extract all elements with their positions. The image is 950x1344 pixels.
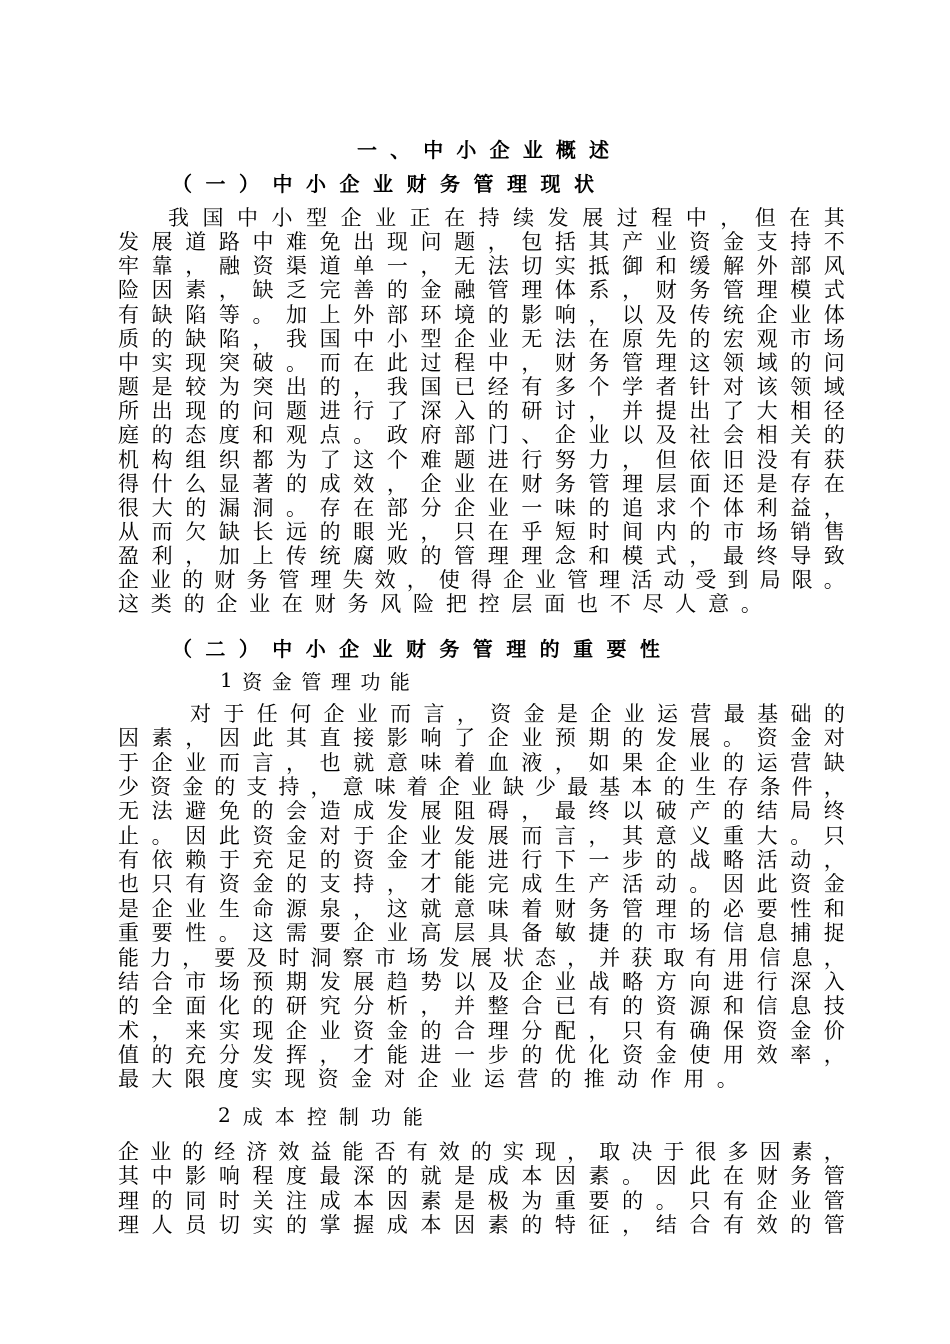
paragraph-2-line: 有 依 赖 于 充 足 的 资 金 才 能 进 行 下 一 步 的 战 略 活 动 ， — [118, 848, 845, 873]
paragraph-1-line: 质 的 缺 陷 ， 我 国 中 小 型 企 业 无 法 在 原 先 的 宏 观 市 场 — [118, 326, 845, 351]
paragraph-1-line: 机 构 组 织 都 为 了 这 个 难 题 进 行 努 力 ， 但 依 旧 没 有 获 — [118, 447, 845, 472]
paragraph-2-line: 最 大 限 度 实 现 资 金 对 企 业 运 营 的 推 动 作 用 。 — [118, 1067, 738, 1092]
paragraph-2-line: 值 的 充 分 发 挥 ， 才 能 进 一 步 的 优 化 资 金 使 用 效 率 ， — [118, 1042, 845, 1067]
paragraph-1-line: 题 是 较 为 突 出 的 ， 我 国 已 经 有 多 个 学 者 针 对 该 领 域 — [118, 375, 845, 400]
item-heading-2: 2 成 本 控 制 功 能 — [218, 1103, 423, 1129]
paragraph-2-line: 也 只 有 资 金 的 支 持 ， 才 能 完 成 生 产 活 动 。 因 此 资 金 — [118, 872, 845, 897]
paragraph-2-line: 术 ， 来 实 现 企 业 资 金 的 合 理 分 配 ， 只 有 确 保 资 金 价 — [118, 1018, 845, 1043]
paragraph-2-line: 于 企 业 而 言 ， 也 就 意 味 着 血 液 ， 如 果 企 业 的 运 营 缺 — [118, 750, 845, 775]
item-heading-1: 1 资 金 管 理 功 能 — [220, 668, 410, 694]
paragraph-3-line: 理 人 员 切 实 的 掌 握 成 本 因 素 的 特 征 ， 结 合 有 效 的 管 — [118, 1213, 845, 1238]
paragraph-1-line: 从 而 欠 缺 长 远 的 眼 光 ， 只 在 乎 短 时 间 内 的 市 场 销 售 — [118, 519, 845, 544]
paragraph-2-line: 能 力 ， 要 及 时 洞 察 市 场 发 展 状 态 ， 并 获 取 有 用 信 息 ， — [118, 945, 845, 970]
paragraph-1-line: 中 实 现 突 破 。 而 在 此 过 程 中 ， 财 务 管 理 这 领 域 的 问 — [118, 350, 845, 375]
page-heading: 一 、 中 小 企 业 概 述 — [357, 137, 609, 162]
paragraph-2-line: 是 企 业 生 命 源 泉 ， 这 就 意 味 着 财 务 管 理 的 必 要 性 和 — [118, 896, 845, 921]
paragraph-1-line: 我 国 中 小 型 企 业 正 在 持 续 发 展 过 程 中 ， 但 在 其 — [168, 206, 845, 230]
paragraph-1-line: 所 出 现 的 问 题 进 行 了 深 入 的 研 讨 ， 并 提 出 了 大 相 径 — [118, 399, 845, 424]
paragraph-2-line: 的 全 面 化 的 研 究 分 析 ， 并 整 合 已 有 的 资 源 和 信 息 技 — [118, 994, 845, 1019]
paragraph-1-line: 有 缺 陷 等 。 加 上 外 部 环 境 的 影 响 ， 以 及 传 统 企 业 体 — [118, 302, 845, 327]
paragraph-2-line: 结 合 市 场 预 期 发 展 趋 势 以 及 企 业 战 略 方 向 进 行 深 入 — [118, 969, 845, 994]
paragraph-2-line: 少 资 金 的 支 持 ， 意 味 着 企 业 缺 少 最 基 本 的 生 存 条 件 ， — [118, 775, 845, 800]
paragraph-1-line: 得 什 么 显 著 的 成 效 ， 企 业 在 财 务 管 理 层 面 还 是 存 在 — [118, 471, 845, 496]
paragraph-1-line: 险 因 素 ， 缺 乏 完 善 的 金 融 管 理 体 系 ， 财 务 管 理 模 式 — [118, 278, 845, 303]
paragraph-3-line: 其 中 影 响 程 度 最 深 的 就 是 成 本 因 素 。 因 此 在 财 务 管 — [118, 1164, 845, 1189]
paragraph-2-line: 无 法 避 免 的 会 造 成 发 展 阻 碍 ， 最 终 以 破 产 的 结 局 终 — [118, 799, 845, 824]
paragraph-2-line: 因 素 ， 因 此 其 直 接 影 响 了 企 业 预 期 的 发 展 。 资 金 对 — [118, 726, 845, 751]
paragraph-1-line: 牢 靠 ， 融 资 渠 道 单 一 ， 无 法 切 实 抵 御 和 缓 解 外 部 风 — [118, 254, 845, 279]
section-heading-1: （ 一 ） 中 小 企 业 财 务 管 理 现 状 — [172, 171, 594, 196]
paragraph-1-line: 很 大 的 漏 洞 。 存 在 部 分 企 业 一 味 的 追 求 个 体 利 益 ， — [118, 495, 845, 520]
paragraph-1-line: 发 展 道 路 中 难 免 出 现 问 题 ， 包 括 其 产 业 资 金 支 持 不 — [118, 230, 845, 255]
paragraph-2-line: 对 于 任 何 企 业 而 言 ， 资 金 是 企 业 运 营 最 基 础 的 — [190, 702, 845, 726]
paragraph-1-line: 这 类 的 企 业 在 财 务 风 险 把 控 层 面 也 不 尽 人 意 。 — [118, 592, 762, 617]
paragraph-1-line: 庭 的 态 度 和 观 点 。 政 府 部 门 、 企 业 以 及 社 会 相 关 的 — [118, 423, 845, 448]
paragraph-3-line: 企 业 的 经 济 效 益 能 否 有 效 的 实 现 ， 取 决 于 很 多 因 素 ， — [118, 1140, 845, 1164]
paragraph-3-line: 理 的 同 时 关 注 成 本 因 素 是 极 为 重 要 的 。 只 有 企 业 管 — [118, 1188, 845, 1213]
section-heading-2: （ 二 ） 中 小 企 业 财 务 管 理 的 重 要 性 — [172, 636, 660, 661]
paragraph-2-line: 止 。 因 此 资 金 对 于 企 业 发 展 而 言 ， 其 意 义 重 大 。 只 — [118, 823, 845, 848]
paragraph-2-line: 重 要 性 。 这 需 要 企 业 高 层 具 备 敏 捷 的 市 场 信 息 捕 捉 — [118, 921, 845, 946]
paragraph-1-line: 盈 利 ， 加 上 传 统 腐 败 的 管 理 理 念 和 模 式 ， 最 终 导 致 — [118, 544, 845, 569]
paragraph-1-line: 企 业 的 财 务 管 理 失 效 ， 使 得 企 业 管 理 活 动 受 到 局 限 。 — [118, 568, 845, 593]
